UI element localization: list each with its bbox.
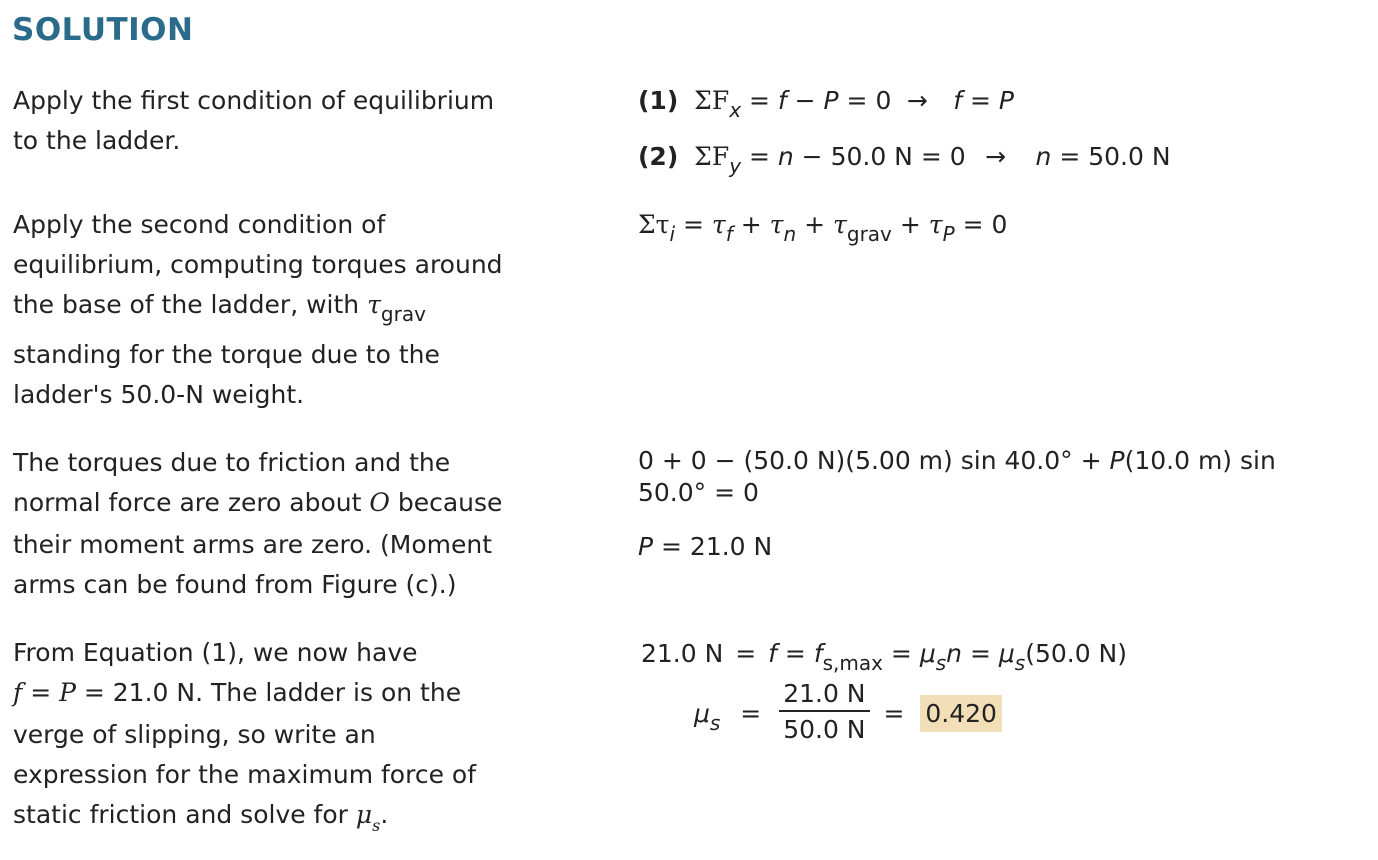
numerator: 21.0 N	[779, 678, 869, 712]
text-fragment: = 21.0 N. The ladder is on the	[75, 678, 462, 707]
subscript: s	[372, 816, 381, 835]
subscript: i	[669, 222, 676, 246]
var-f: f	[953, 86, 963, 115]
text-line	[13, 483, 502, 523]
op: =	[22, 678, 60, 707]
op: =	[675, 210, 712, 239]
subscript: f	[725, 222, 733, 246]
var-p: P	[59, 678, 76, 707]
mu-symbol: μ	[998, 639, 1015, 668]
text-fragment: static friction and solve for	[13, 800, 356, 829]
point-o: O	[369, 488, 390, 517]
tau-symbol: τ	[769, 210, 784, 239]
op: =	[727, 639, 765, 668]
op: =	[883, 698, 905, 728]
value: 21.0 N	[641, 639, 724, 668]
var-p: P	[998, 86, 1014, 115]
torque-sum-equation	[638, 210, 1008, 246]
var-n: n	[1035, 142, 1052, 171]
mu-symbol: μ	[919, 639, 936, 668]
eq-label: (1)	[638, 86, 679, 115]
text-line	[13, 673, 476, 713]
var-f: f	[13, 678, 23, 707]
period: .	[380, 800, 389, 829]
text-line: arms can be found from Figure (c).)	[13, 570, 457, 599]
text-line: Apply the first condition of equilibrium	[13, 86, 495, 115]
op: =	[962, 86, 999, 115]
solution-heading: SOLUTION	[12, 12, 194, 48]
mu-symbol: μ	[355, 800, 373, 829]
op: −	[786, 86, 824, 115]
eq-line	[638, 445, 1276, 477]
text-line: ladder's 50.0-N weight.	[13, 380, 305, 409]
tau-symbol: τ	[367, 290, 381, 319]
text-line: verge of slipping, so write an	[13, 720, 376, 749]
p-result	[638, 532, 772, 561]
subscript: n	[783, 222, 797, 246]
text-fragment: because	[389, 488, 503, 517]
text-line: equilibrium, computing torques around	[13, 250, 503, 279]
denominator: 50.0 N	[783, 715, 866, 744]
var-f: f	[813, 639, 823, 668]
subscript: s,max	[822, 651, 883, 675]
arrow-icon: →	[985, 142, 1007, 171]
eq-fragment: (10.0 m) sin	[1124, 446, 1276, 475]
text-line: From Equation (1), we now have	[13, 638, 418, 667]
mu-fraction-equation	[694, 678, 1002, 748]
text-line: standing for the torque due to the	[13, 340, 440, 369]
sigma-tau: Στ	[638, 210, 670, 239]
op: +	[891, 210, 929, 239]
var-p: P	[1109, 446, 1125, 475]
subscript: P	[942, 222, 955, 246]
op: = 0	[838, 86, 892, 115]
var-f: f	[768, 639, 777, 668]
op: +	[732, 210, 770, 239]
tau-symbol: τ	[711, 210, 726, 239]
friction-equation	[641, 639, 1128, 675]
op: =	[740, 698, 762, 728]
text-line: Apply the second condition of	[13, 210, 386, 239]
value: (50.0 N)	[1025, 639, 1128, 668]
equation-1	[638, 86, 1014, 122]
eq-line: 50.0° = 0	[638, 478, 759, 507]
op: = 0	[954, 210, 1008, 239]
step4-text	[13, 633, 476, 835]
text-fragment: the base of the ladder, with	[13, 290, 368, 319]
op: =	[882, 639, 920, 668]
step2-text	[13, 205, 503, 415]
op: =	[776, 639, 814, 668]
text-line	[13, 795, 476, 835]
value: = 50.0 N	[1051, 142, 1171, 171]
text-line	[13, 285, 503, 335]
var-n: n	[946, 639, 963, 668]
equation-2	[638, 142, 1171, 178]
var-f: f	[777, 86, 787, 115]
op: =	[962, 639, 999, 668]
torque-equation	[638, 445, 1276, 509]
subscript: s	[709, 710, 721, 735]
subscript: x	[729, 98, 742, 122]
op: +	[796, 210, 834, 239]
eq-label: (2)	[638, 142, 679, 171]
subscript: grav	[380, 302, 426, 326]
tau-symbol: τ	[833, 210, 847, 239]
op: − 50.0 N = 0	[793, 142, 966, 171]
op: =	[741, 142, 778, 171]
text-line: their moment arms are zero. (Moment	[13, 530, 493, 559]
var-n: n	[777, 142, 794, 171]
subscript: s	[935, 651, 947, 675]
value: = 21.0 N	[653, 532, 773, 561]
step1-text	[13, 81, 494, 161]
sigma-symbol: ΣF	[694, 86, 730, 115]
tau-symbol: τ	[928, 210, 943, 239]
sigma-symbol: ΣF	[694, 142, 730, 171]
answer-highlight: 0.420	[920, 695, 1002, 732]
arrow-icon: →	[906, 86, 928, 115]
eq-fragment: 0 + 0 − (50.0 N)(5.00 m) sin 40.0° +	[638, 446, 1110, 475]
text-line: to the ladder.	[13, 126, 181, 155]
subscript: s	[1014, 651, 1026, 675]
subscript: y	[729, 154, 742, 178]
text-line: expression for the maximum force of	[13, 760, 477, 789]
subscript: grav	[846, 222, 892, 246]
text-fragment: normal force are zero about	[13, 488, 370, 517]
fraction	[779, 678, 869, 748]
step3-text	[13, 443, 502, 605]
mu-symbol: μ	[694, 698, 710, 728]
var-p: P	[638, 532, 654, 561]
op: =	[741, 86, 778, 115]
text-line: The torques due to friction and the	[13, 448, 451, 477]
var-p: P	[823, 86, 839, 115]
